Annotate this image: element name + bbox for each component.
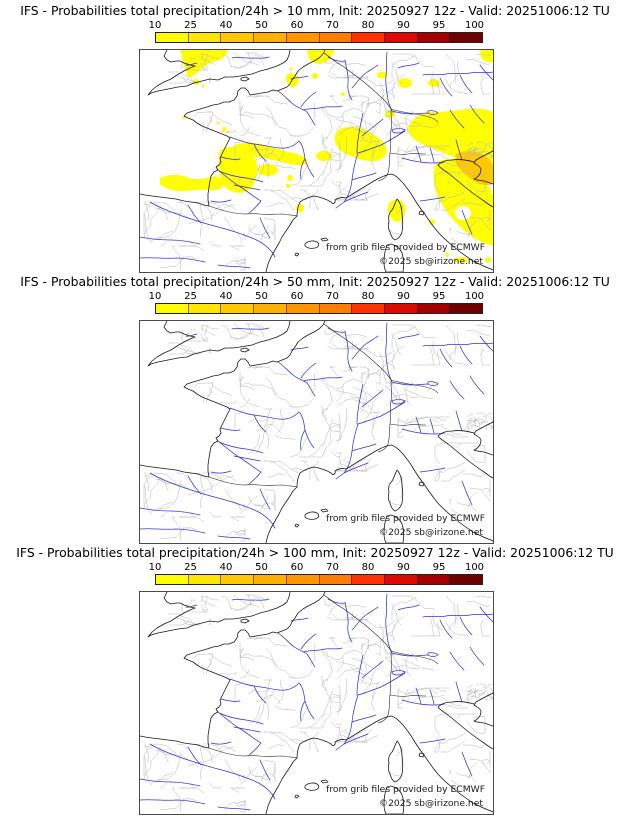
colorbar-tick: 60: [290, 562, 304, 573]
colorbar-segment: [319, 33, 352, 42]
colorbar-ticks: [139, 291, 492, 302]
colorbar-tick: 40: [219, 562, 233, 573]
colorbar-tick: 95: [432, 562, 446, 573]
colorbar-segment: [220, 304, 253, 313]
colorbar-segment: [286, 304, 319, 313]
attribution-ecmwf: from grib files provided by ECMWF: [326, 784, 485, 795]
colorbar-tick: 50: [255, 291, 268, 302]
colorbar-tick: 95: [432, 20, 446, 31]
forecast-panel-50mm: [0, 271, 630, 542]
colorbar-segment: [156, 33, 188, 42]
colorbar-tick: 40: [219, 291, 233, 302]
colorbar-tick: 70: [326, 291, 339, 302]
colorbar-segment: [286, 575, 319, 584]
colorbar-tick: 40: [219, 20, 233, 31]
attribution-ecmwf: from grib files provided by ECMWF: [326, 242, 485, 253]
attribution-ecmwf: from grib files provided by ECMWF: [326, 513, 485, 524]
colorbar-tick: 50: [255, 562, 268, 573]
colorbar-segment: [188, 304, 221, 313]
map-canvas: [140, 321, 493, 543]
colorbar-tick: 80: [361, 20, 375, 31]
colorbar-tick: 80: [361, 562, 375, 573]
colorbar-tick: 90: [397, 562, 410, 573]
colorbar-segment: [384, 304, 417, 313]
attribution-copyright: ©2025 sb@irizone.net: [378, 256, 483, 267]
attribution-copyright: ©2025 sb@irizone.net: [378, 527, 483, 538]
colorbar-segment: [156, 575, 188, 584]
colorbar-tick: 25: [184, 562, 197, 573]
colorbar-segment: [351, 304, 384, 313]
colorbar-segment: [220, 33, 253, 42]
colorbar-tick: 100: [464, 20, 485, 31]
colorbar-segment: [351, 33, 384, 42]
map-50mm: [139, 320, 494, 544]
colorbar-tick: 95: [432, 291, 446, 302]
colorbar: [155, 32, 483, 43]
colorbar-tick: 10: [148, 291, 162, 302]
colorbar-tick: 90: [397, 291, 410, 302]
panel-title: IFS - Probabilities total precipitation/24h > 10 mm, Init: 20250927 12z - Valid: 20251006:12 TU: [20, 3, 610, 18]
colorbar-tick: 70: [326, 562, 339, 573]
forecast-panel-10mm: [0, 0, 630, 271]
colorbar-segment: [286, 33, 319, 42]
panel-title: IFS - Probabilities total precipitation/24h > 100 mm, Init: 20250927 12z - Valid: 20251006:12 TU: [16, 545, 614, 560]
colorbar-tick: 70: [326, 20, 339, 31]
colorbar-ticks: [139, 20, 492, 31]
colorbar-segment: [384, 33, 417, 42]
forecast-panel-100mm: [0, 542, 630, 813]
colorbar-tick: 25: [184, 20, 197, 31]
colorbar-segment: [253, 33, 286, 42]
colorbar-segment: [351, 575, 384, 584]
map-100mm: [139, 591, 494, 815]
colorbar-segment: [417, 575, 450, 584]
colorbar-segment: [449, 33, 482, 42]
colorbar: [155, 574, 483, 585]
colorbar-segment: [253, 304, 286, 313]
colorbar-tick: 100: [464, 562, 485, 573]
colorbar-ticks: [139, 562, 492, 573]
colorbar-segment: [319, 304, 352, 313]
colorbar-segment: [449, 304, 482, 313]
colorbar-segment: [417, 33, 450, 42]
colorbar-segment: [188, 33, 221, 42]
colorbar: [155, 303, 483, 314]
colorbar-tick: 60: [290, 20, 304, 31]
colorbar-segment: [319, 575, 352, 584]
map-canvas: [140, 50, 493, 272]
colorbar-tick: 25: [184, 291, 197, 302]
colorbar-tick: 80: [361, 291, 375, 302]
colorbar-segment: [253, 575, 286, 584]
attribution-copyright: ©2025 sb@irizone.net: [378, 798, 483, 809]
colorbar-segment: [449, 575, 482, 584]
colorbar-tick: 10: [148, 20, 162, 31]
colorbar-segment: [188, 575, 221, 584]
colorbar-tick: 100: [464, 291, 485, 302]
colorbar-tick: 60: [290, 291, 304, 302]
colorbar-segment: [417, 304, 450, 313]
colorbar-tick: 90: [397, 20, 410, 31]
map-canvas: [140, 592, 493, 814]
colorbar-segment: [384, 575, 417, 584]
colorbar-tick: 10: [148, 562, 162, 573]
colorbar-segment: [156, 304, 188, 313]
panel-title: IFS - Probabilities total precipitation/24h > 50 mm, Init: 20250927 12z - Valid: 20251006:12 TU: [20, 274, 610, 289]
map-10mm: [139, 49, 494, 273]
colorbar-tick: 50: [255, 20, 268, 31]
colorbar-segment: [220, 575, 253, 584]
